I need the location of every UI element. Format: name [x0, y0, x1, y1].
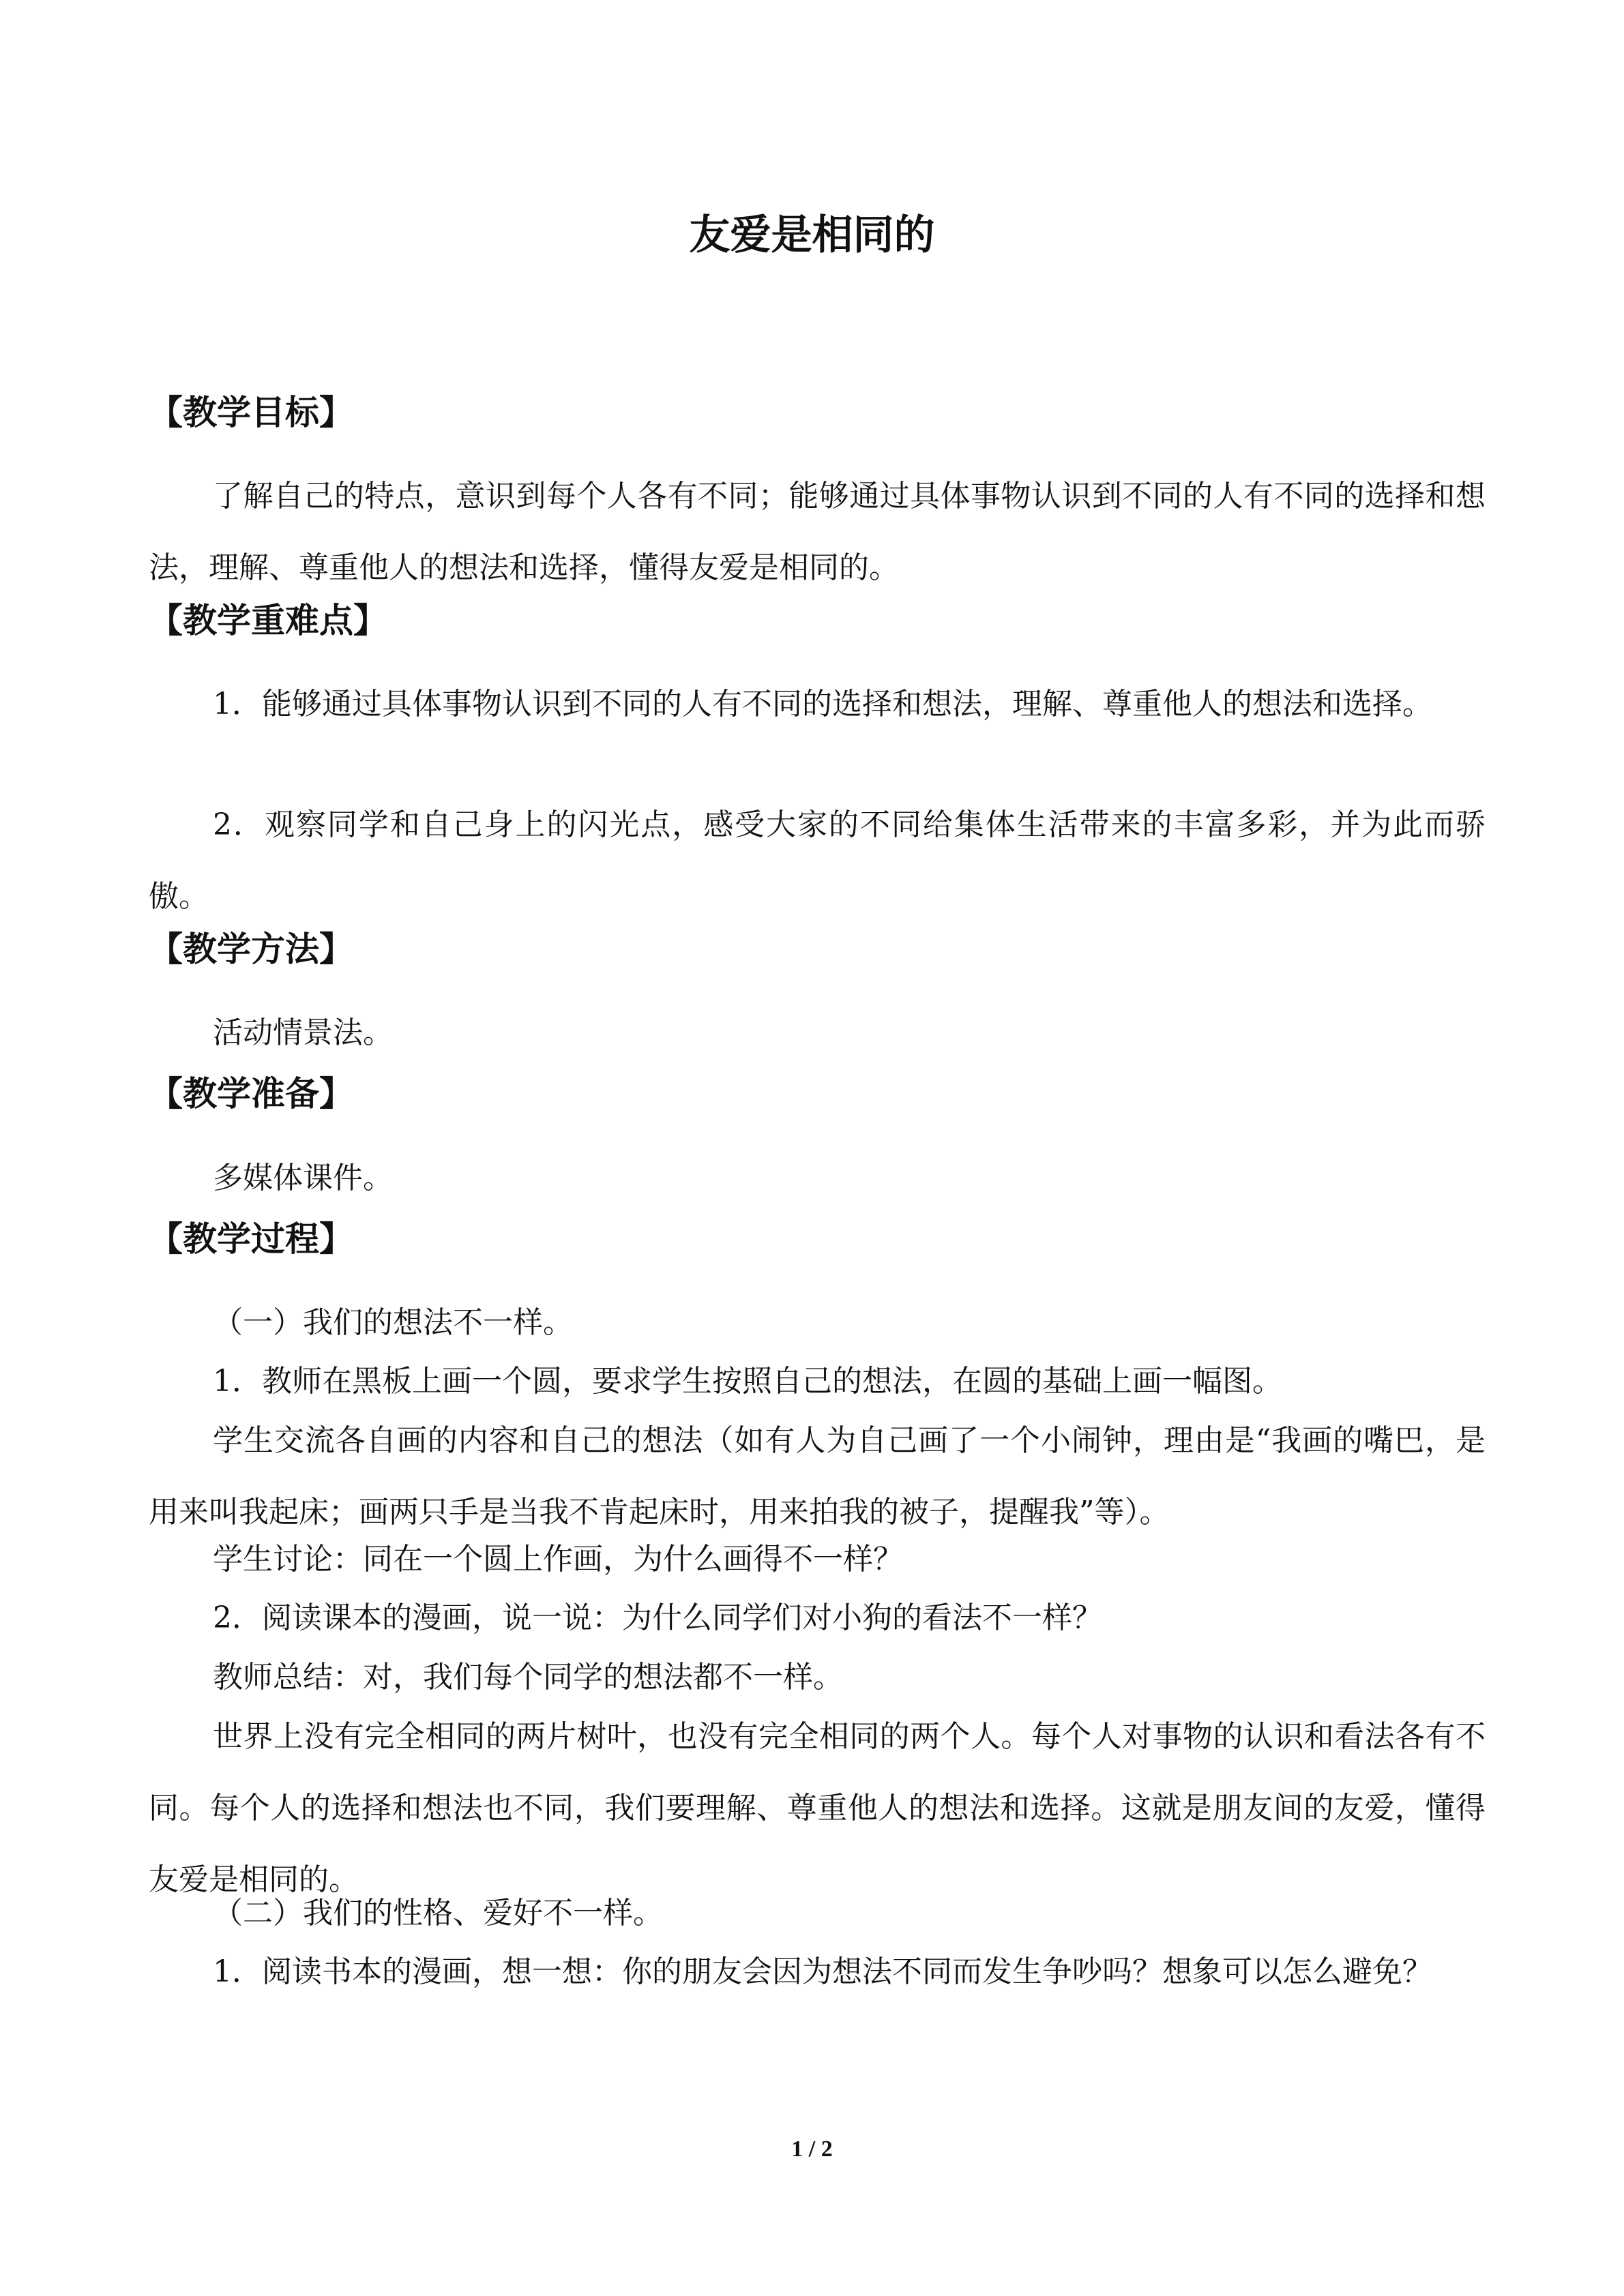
paragraph-process-student-exchange: 学生交流各自画的内容和自己的想法（如有人为自己画了一个小闹钟，理由是“我画的嘴巴，是用来叫我起床；画两只手是当我不肯起床时，用来拍我的被子，提醒我”等）。	[149, 1423, 1486, 1530]
heading-teaching-preparation: 【教学准备】	[149, 1074, 353, 1114]
heading-key-points: 【教学重难点】	[149, 601, 387, 640]
paragraph-process-step-3: 1．阅读书本的漫画，想一想：你的朋友会因为想法不同而发生争吵吗？想象可以怎么避免？	[213, 1954, 1432, 1989]
paragraph-process-teacher-summary: 教师总结：对，我们每个同学的想法都不一样。	[213, 1660, 843, 1695]
paragraph-process-step-1: 1．教师在黑板上画一个圆，要求学生按照自己的想法，在圆的基础上画一幅图。	[213, 1364, 1282, 1399]
paragraph-process-part-2: （二）我们的性格、爱好不一样。	[213, 1896, 663, 1930]
paragraph-teaching-goals: 了解自己的特点，意识到每个人各有不同；能够通过具体事物认识到不同的人有不同的选择和想法，理解、尊重他人的想法和选择，懂得友爱是相同的。	[149, 479, 1486, 585]
paragraph-process-step-2: 2．阅读课本的漫画，说一说：为什么同学们对小狗的看法不一样？	[213, 1600, 1102, 1635]
heading-teaching-process: 【教学过程】	[149, 1219, 353, 1259]
heading-teaching-methods: 【教学方法】	[149, 929, 353, 969]
paragraph-teaching-methods: 活动情景法。	[213, 1015, 393, 1050]
page-number: 1 / 2	[791, 2136, 833, 2162]
paragraph-key-point-1: 1．能够通过具体事物认识到不同的人有不同的选择和想法，理解、尊重他人的想法和选择。	[213, 687, 1432, 721]
document-title: 友爱是相同的	[689, 211, 935, 259]
paragraph-key-point-2: 2．观察同学和自己身上的闪光点，感受大家的不同给集体生活带来的丰富多彩，并为此而骄傲。	[149, 807, 1486, 914]
paragraph-teaching-preparation: 多媒体课件。	[213, 1161, 393, 1195]
paragraph-process-world-no-identical: 世界上没有完全相同的两片树叶，也没有完全相同的两个人。每个人对事物的认识和看法各有不同。每个人的选择和想法也不同，我们要理解、尊重他人的想法和选择。这就是朋友间的友爱，懂得友爱是相同的。	[149, 1719, 1486, 1897]
paragraph-process-part-1: （一）我们的想法不一样。	[213, 1305, 573, 1340]
heading-teaching-goals: 【教学目标】	[149, 393, 353, 432]
paragraph-process-discussion: 学生讨论：同在一个圆上作画，为什么画得不一样？	[213, 1542, 903, 1577]
